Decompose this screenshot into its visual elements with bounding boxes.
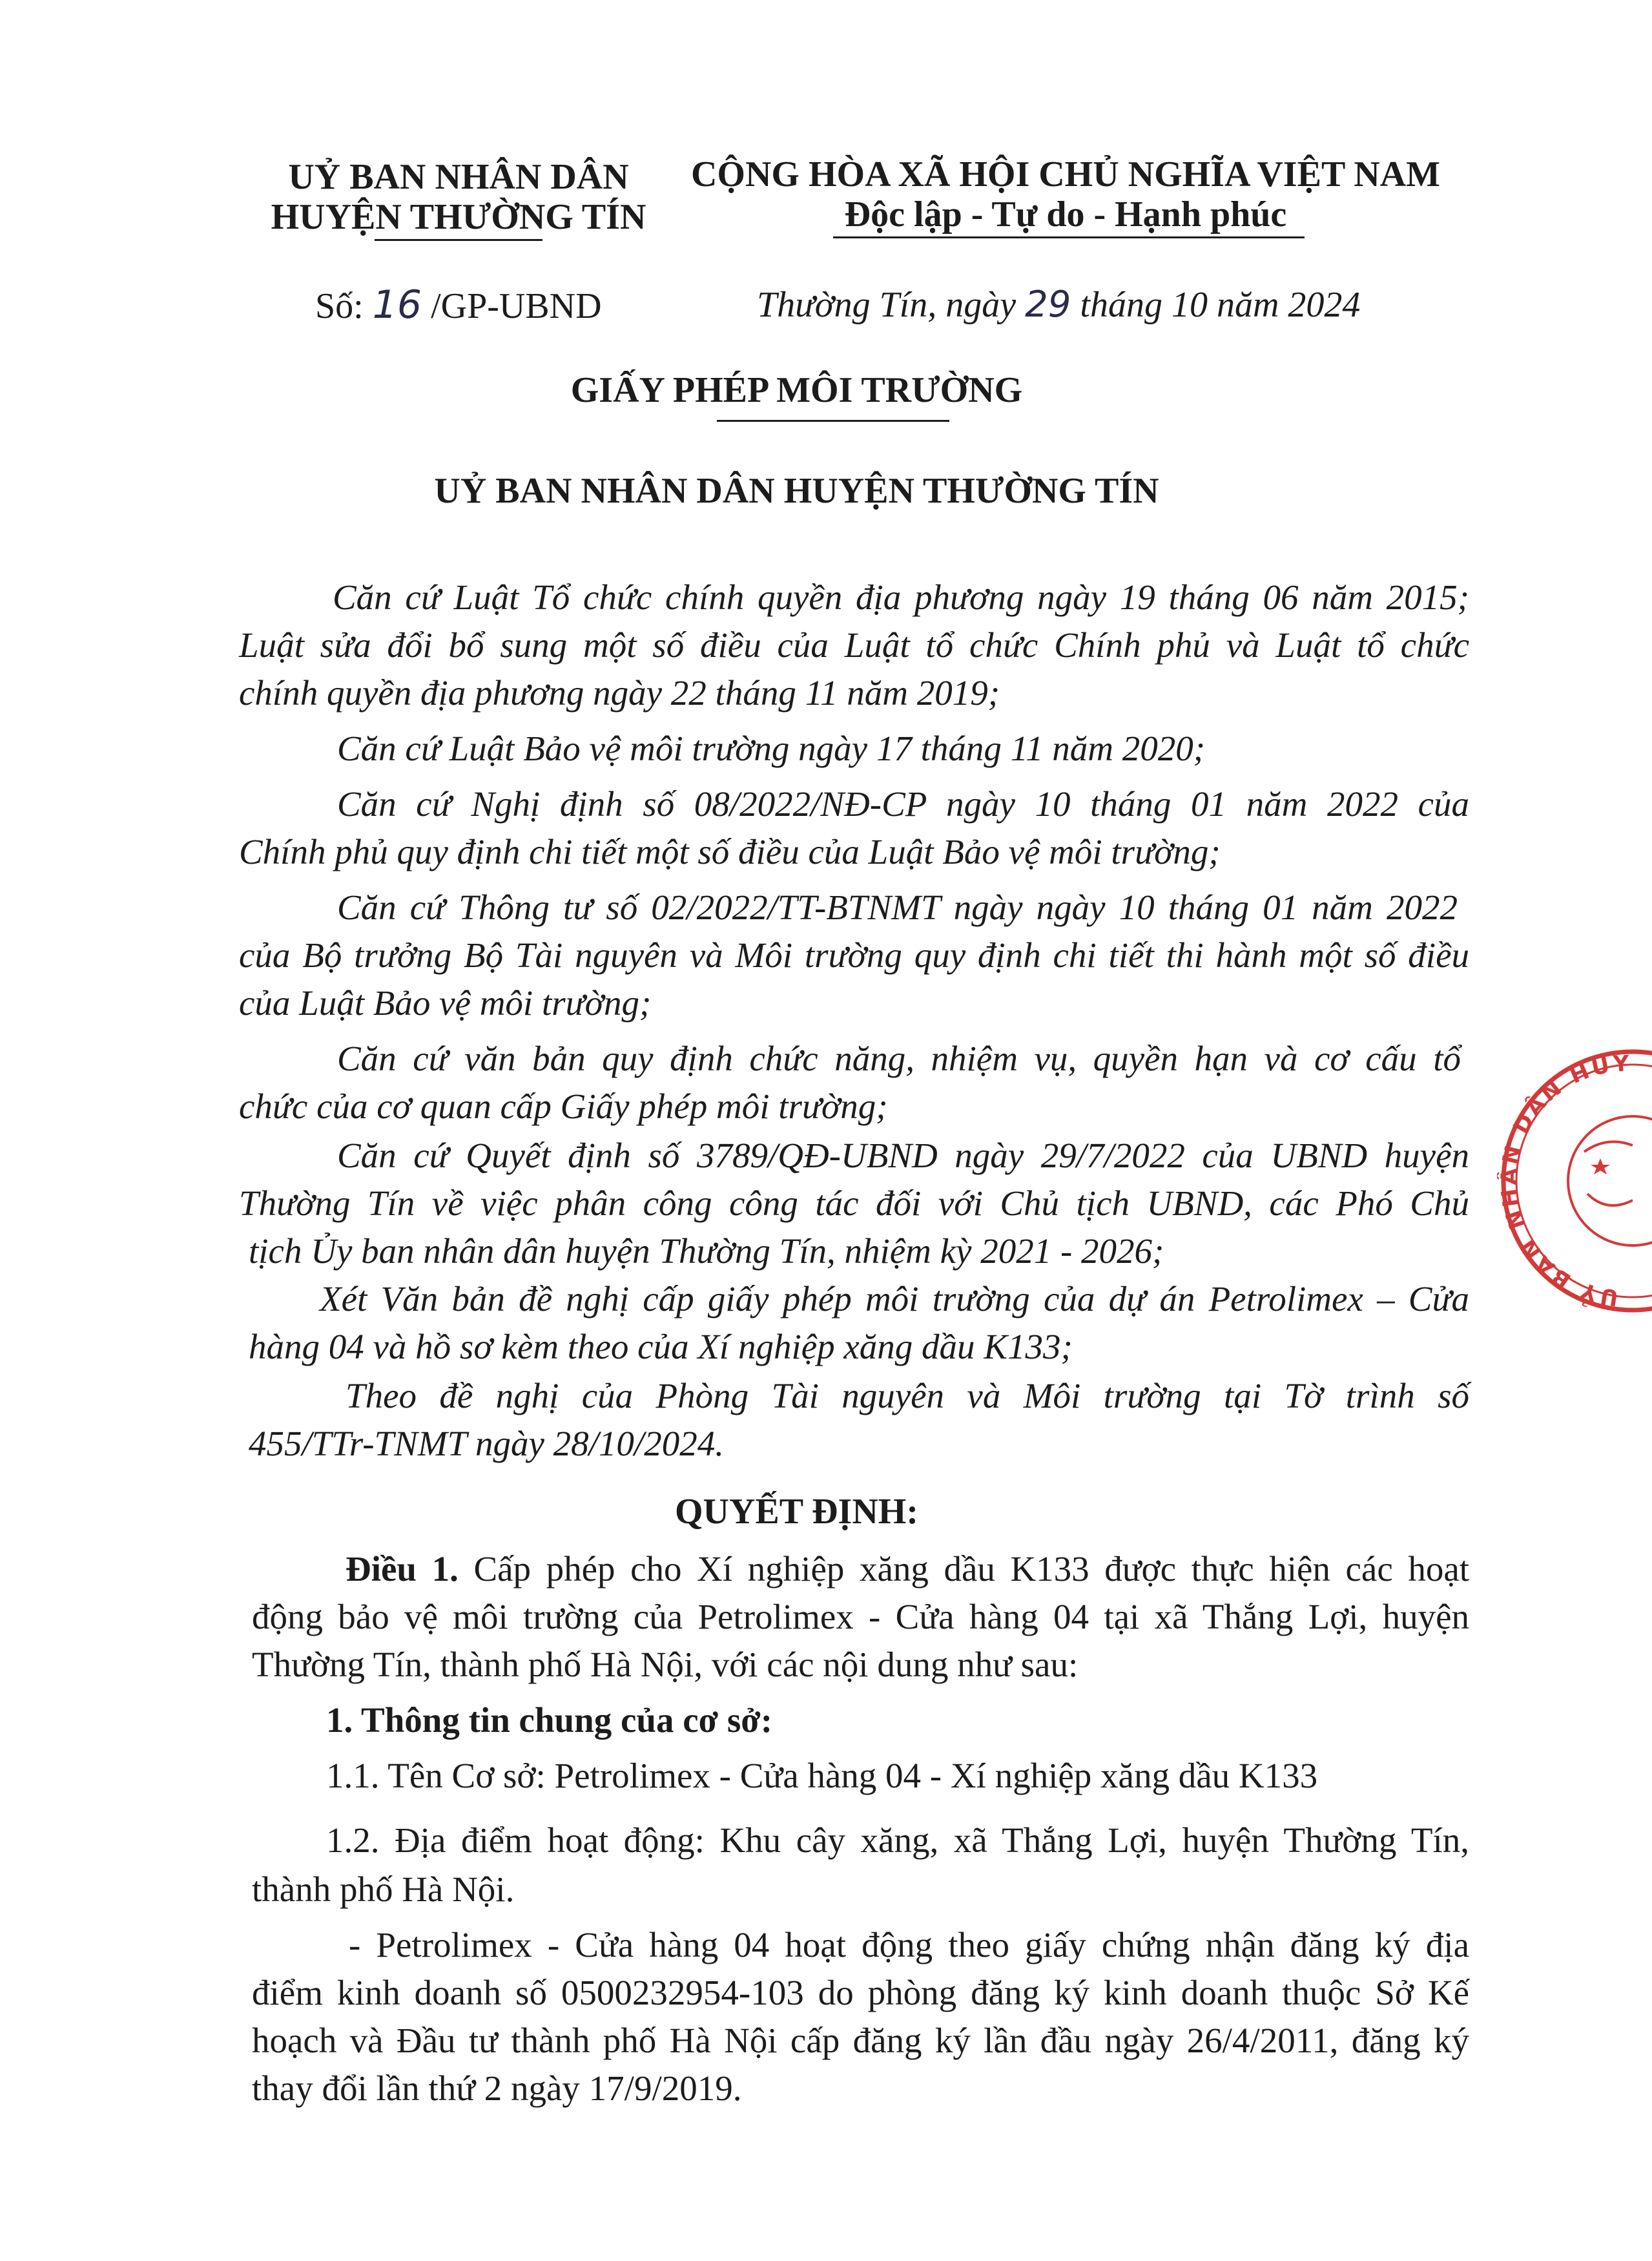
preamble-line: tịch Ủy ban nhân dân huyện Thường Tín, nhiệm kỳ 2021 - 2026; xyxy=(249,1231,1164,1271)
document-number xyxy=(315,284,602,327)
document-title: GIẤY PHÉP MÔI TRƯỜNG xyxy=(570,370,1023,410)
preamble-line: chính quyền địa phương ngày 22 tháng 11 năm 2019; xyxy=(239,673,1000,713)
article-1-line: Thường Tín, thành phố Hà Nội, với các nội dung như sau: xyxy=(252,1645,1079,1684)
motto-underline xyxy=(833,236,1305,238)
article-1-line xyxy=(346,1545,1469,1593)
date-day-handwritten: 29 xyxy=(1025,284,1071,326)
country-line1: CỘNG HÒA XÃ HỘI CHỦ NGHĨA VIỆT NAM xyxy=(690,154,1441,194)
item-1-2-line: 1.2. Địa điểm hoạt động: Khu cây xăng, xã Thắng Lợi, huyện Thường Tín, xyxy=(326,1820,1469,1860)
issuer-line1: UỶ BAN NHÂN DÂN xyxy=(288,157,629,197)
preamble-line: chức của cơ quan cấp Giấy phép môi trường; xyxy=(239,1087,888,1126)
preamble-line: Thường Tín về việc phân công công tác đối với Chủ tịch UBND, các Phó Chủ xyxy=(239,1183,1469,1223)
article-1-line: động bảo vệ môi trường của Petrolimex - Cửa hàng 04 tại xã Thắng Lợi, huyện xyxy=(252,1597,1469,1636)
preamble-line: của Luật Bảo vệ môi trường; xyxy=(239,983,652,1023)
svg-text:UỶ BAN NHÂN DÂN HUYỆN: UỶ BAN NHÂN DÂN HUY xyxy=(1497,1050,1632,1311)
item-1-1: 1.1. Tên Cơ sở: Petrolimex - Cửa hàng 04 - Xí nghiệp xăng dầu K133 xyxy=(326,1756,1318,1795)
number-suffix: /GP-UBND xyxy=(431,286,602,326)
motto: Độc lập - Tự do - Hạnh phúc xyxy=(844,194,1287,234)
bullet-line: điểm kinh doanh số 0500232954-103 do phòng đăng ký kinh doanh thuộc Sở Kế xyxy=(252,1973,1469,2012)
preamble-line: Căn cứ Thông tư số 02/2022/TT-BTNMT ngày ngày 10 tháng 01 năm 2022 xyxy=(337,888,1458,927)
number-handwritten: 16 xyxy=(372,282,422,328)
issuer-underline xyxy=(375,239,542,241)
official-seal-stamp xyxy=(1497,1032,1652,1317)
preamble-line: Căn cứ Luật Tổ chức chính quyền địa phương ngày 19 tháng 06 năm 2015; xyxy=(333,578,1469,617)
decision-heading: QUYẾT ĐỊNH: xyxy=(674,1492,918,1532)
preamble-line: Luật sửa đổi bổ sung một số điều của Luật tổ chức Chính phủ và Luật tổ chức xyxy=(239,625,1469,665)
section-1-heading: 1. Thông tin chung của cơ sở: xyxy=(326,1700,773,1740)
preamble-line: 455/TTr-TNMT ngày 28/10/2024. xyxy=(249,1424,724,1463)
article-1-text: Cấp phép cho Xí nghiệp xăng dầu K133 được thực hiện các hoạt xyxy=(473,1549,1470,1589)
article-1-label: Điều 1. xyxy=(346,1549,459,1589)
item-1-2-line: thành phố Hà Nội. xyxy=(252,1870,515,1909)
number-prefix: Số: xyxy=(315,286,364,326)
preamble-line: Căn cứ Luật Bảo vệ môi trường ngày 17 tháng 11 năm 2020; xyxy=(337,729,1206,768)
date-prefix: Thường Tín, ngày xyxy=(757,285,1017,325)
preamble-line: Xét Văn bản đề nghị cấp giấy phép môi trường của dự án Petrolimex – Cửa xyxy=(320,1279,1469,1318)
preamble-line: Chính phủ quy định chi tiết một số điều của Luật Bảo vệ môi trường; xyxy=(239,832,1221,871)
preamble-line: Căn cứ Nghị định số 08/2022/NĐ-CP ngày 10 tháng 01 năm 2022 của xyxy=(337,784,1469,824)
bullet-line: - Petrolimex - Cửa hàng 04 hoạt động theo giấy chứng nhận đăng ký địa xyxy=(349,1925,1469,1964)
document-date xyxy=(757,284,1360,326)
preamble-line: hàng 04 và hồ sơ kèm theo của Xí nghiệp xăng dầu K133; xyxy=(249,1327,1073,1366)
authority-heading: UỶ BAN NHÂN DÂN HUYỆN THƯỜNG TÍN xyxy=(434,471,1159,511)
date-suffix: tháng 10 năm 2024 xyxy=(1080,285,1361,325)
preamble-line: Căn cứ văn bản quy định chức năng, nhiệm vụ, quyền hạn và cơ cấu tổ xyxy=(337,1039,1461,1078)
preamble-line: Căn cứ Quyết định số 3789/QĐ-UBND ngày 29/7/2022 của UBND huyện xyxy=(337,1136,1469,1175)
preamble-line: của Bộ trưởng Bộ Tài nguyên và Môi trường quy định chi tiết thi hành một số điều xyxy=(239,935,1469,975)
preamble-line: Theo đề nghị của Phòng Tài nguyên và Môi trường tại Tờ trình số xyxy=(346,1376,1469,1415)
bullet-line: thay đổi lần thứ 2 ngày 17/9/2019. xyxy=(252,2068,742,2108)
bullet-line: hoạch và Đầu tư thành phố Hà Nội cấp đăng ký lần đầu ngày 26/4/2011, đăng ký xyxy=(252,2021,1469,2060)
title-underline xyxy=(717,420,949,422)
issuer-line2: HUYỆN THƯỜNG TÍN xyxy=(271,197,646,237)
